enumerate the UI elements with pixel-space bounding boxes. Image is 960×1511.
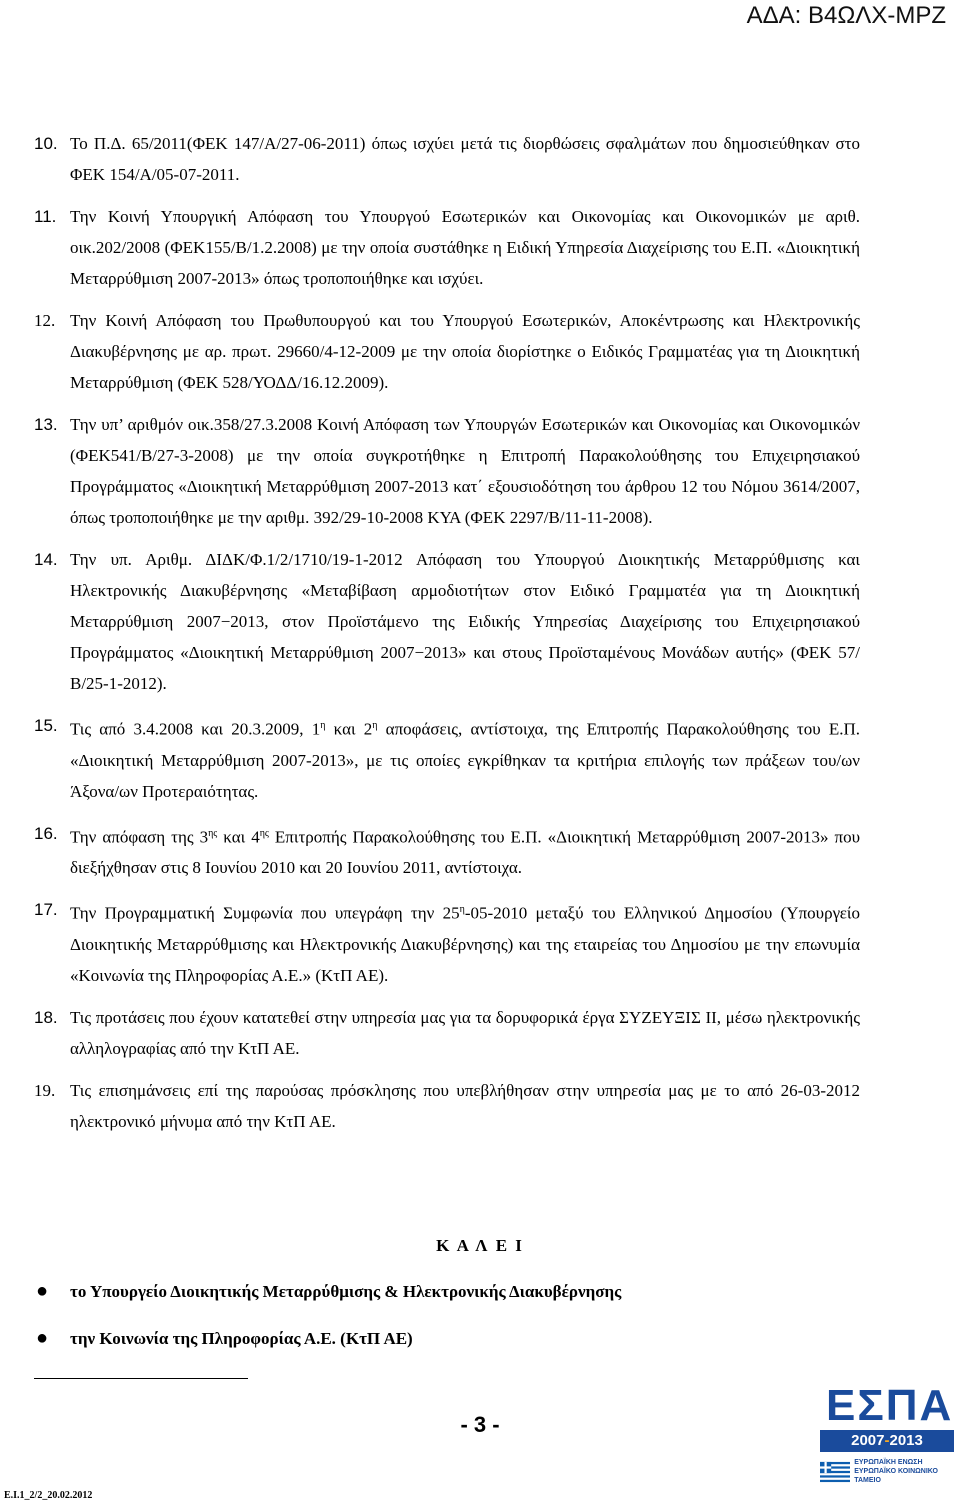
ada-code: ΑΔΑ: Β4ΩΛΧ-ΜΡΖ — [746, 2, 946, 29]
list-item — [34, 1002, 860, 1064]
item-text: Την υπ’ αριθμόν οικ.358/27.3.2008 Κοινή Απόφαση των Υπουργών Εσωτερικών και Οικονομίας και Οικονομικών (ΦΕΚ541/Β/27-3-2008) με την οποία συγκροτήθηκε η Επιτροπή Παρακολούθησης του Επιχειρησιακού Προγράμματος «Διοικητική Μεταρρύθμιση 2007-2013 κατ΄ εξουσιοδότηση του άρθρου 12 του Νόμου 3614/2007, όπως τροποποιήθηκε με την αριθμ. 392/29-10-2008 ΚΥΑ (ΦΕΚ 2297/Β/11-11-2008). — [70, 415, 860, 527]
list-item — [34, 409, 860, 533]
footer-divider — [34, 1378, 248, 1379]
list-item — [34, 710, 860, 807]
item-number: 13. — [34, 415, 58, 434]
document-code: E.I.1_2/2_20.02.2012 — [4, 1490, 93, 1501]
item-text: Την υπ. Αριθμ. ΔΙΔΚ/Φ.1/2/1710/19-1-2012 Απόφαση του Υπουργού Διοικητικής Μεταρρύθμισης και Ηλεκτρονικής Διακυβέρνησης «Μεταβίβαση αρμοδιοτήτων στον Ειδικό Γραμματέα για τη Διοικητική Μεταρρύθμιση 2007−2013, στον Προϊστάμενο της Ειδικής Υπηρεσίας Διαχείρισης του Επιχειρησιακού Προγράμματος «Διοικητική Μεταρρύθμιση 2007−2013» και στους Προϊσταμένους Μονάδων αυτής» (ΦΕΚ 57/Β/25-1-2012). — [70, 550, 860, 693]
item-text: Την απόφαση της $3^{\eta\varsigma}$ και $4^{\eta\varsigma}$ Επιτροπής Παρακολούθησης του Ε.Π. «Διοικητική Μεταρρύθμιση 2007-2013» που διεξήχθησαν στις 8 Ιουνίου 2010 και 20 Ιουνίου 2011, αντίστοιχα. — [70, 827, 861, 878]
page-number: - 3 - — [460, 1412, 500, 1437]
list-item — [34, 1075, 860, 1137]
recipient-text: την Κοινωνία της Πληροφορίας Α.Ε. (ΚτΠ ΑΕ) — [70, 1329, 413, 1348]
bullet-icon: ● — [36, 1280, 49, 1302]
list-item — [34, 201, 860, 294]
item-number: 14. — [34, 550, 58, 569]
item-number: 19. — [34, 1080, 56, 1100]
espa-logo — [820, 1381, 954, 1504]
item-number: 18. — [34, 1007, 58, 1027]
document-body — [34, 128, 860, 1148]
item-number: 11. — [34, 207, 57, 226]
list-item — [34, 305, 860, 398]
item-number: 12. — [34, 311, 56, 330]
item-text: Τις από 3.4.2008 και 20.3.2009, $1^\eta$ και $2^\eta$ αποφάσεις, αντίστοιχα, της Επιτροπής Παρακολούθησης του Ε.Π. «Διοικητική Μεταρρύθμιση 2007-2013», με τις οποίες εγκρίθηκαν τα κριτήρια επιλογής των πράξεων του/ων Άξονα/ων Προτεραιότητας. — [70, 719, 860, 801]
espa-years: 2007-2013 — [820, 1430, 954, 1452]
espa-slogan: ΕΥΡΩΠΑΪΚΗ ΕΝΩΣΗ ΕΥΡΩΠΑΪΚΟ ΚΟΙΝΩΝΙΚΟ ΤΑΜΕΙΟ — [854, 1459, 938, 1484]
item-text: Την Κοινή Απόφαση του Πρωθυπουργού και του Υπουργού Εσωτερικών, Αποκέντρωσης και Ηλεκτρονικής Διακυβέρνησης με αρ. πρωτ. 29660/4-12-2009 με την οποία διορίστηκε ο Ειδικός Γραμματέας για τη Διοικητική Μεταρρύθμιση (ΦΕΚ 528/ΥΟΔΔ/16.12.2009). — [70, 311, 860, 392]
item-number: 16. — [34, 823, 58, 843]
item-text: Την Προγραμματική Συμφωνία που υπεγράφη την $25^\eta-05-2010$ μεταξύ του Ελληνικού Δημοσίου (Υπουργείο Διοικητικής Μεταρρύθμισης και Ηλεκτρονικής Διακυβέρνησης) και της εταιρείας του Δημοσίου με την επωνυμία «Κοινωνία της Πληροφορίας Α.Ε.» (ΚτΠ ΑΕ). — [70, 903, 861, 985]
list-item — [34, 544, 860, 699]
recipient-item — [34, 1323, 860, 1354]
list-item — [34, 818, 860, 884]
recipient-item — [34, 1276, 860, 1307]
list-item — [34, 128, 860, 190]
item-text: Την Κοινή Υπουργική Απόφαση του Υπουργού Εσωτερικών και Οικονομίας και Οικονομικών με αριθ. οικ.202/2008 (ΦΕΚ155/Β/1.2.2008) με την οποία συστάθηκε η Ειδική Υπηρεσία Διαχείρισης του Ε.Π. «Διοικητική Μεταρρύθμιση 2007-2013» όπως τροποποιήθηκε και ισχύει. — [70, 207, 860, 288]
recipient-list — [34, 1276, 860, 1370]
item-text: Τις προτάσεις που έχουν κατατεθεί στην υπηρεσία μας για τα δορυφορικά έργα ΣΥΖΕΥΞΙΣ ΙΙ, μέσω ηλεκτρονικής αλληλογραφίας από την ΚτΠ ΑΕ. — [70, 1007, 860, 1058]
list-item — [34, 894, 860, 991]
espa-footer — [820, 1458, 954, 1485]
bullet-icon: ● — [36, 1327, 49, 1349]
item-text: Το Π.Δ. 65/2011(ΦΕΚ 147/Α/27-06-2011) όπως ισχύει μετά τις διορθώσεις σφαλμάτων που δημοσιεύθηκαν στο ΦΕΚ 154/Α/05-07-2011. — [70, 134, 860, 184]
item-text: Τις επισημάνσεις επί της παρούσας πρόσκλησης που υπεβλήθησαν στην υπηρεσία μας με το από 26-03-2012 ηλεκτρονικό μήνυμα από την ΚτΠ ΑΕ. — [70, 1080, 860, 1131]
item-number: 15. — [34, 716, 58, 735]
greek-flag-icon — [820, 1461, 850, 1483]
espa-wordmark: ΕΣΠΑ — [826, 1381, 954, 1430]
kalei-heading: Κ Α Λ Ε Ι — [436, 1236, 524, 1255]
item-number: 17. — [34, 900, 58, 920]
recipient-text: το Υπουργείο Διοικητικής Μεταρρύθμισης & Ηλεκτρονικής Διακυβέρνησης — [70, 1282, 622, 1301]
item-number: 10. — [34, 134, 58, 153]
